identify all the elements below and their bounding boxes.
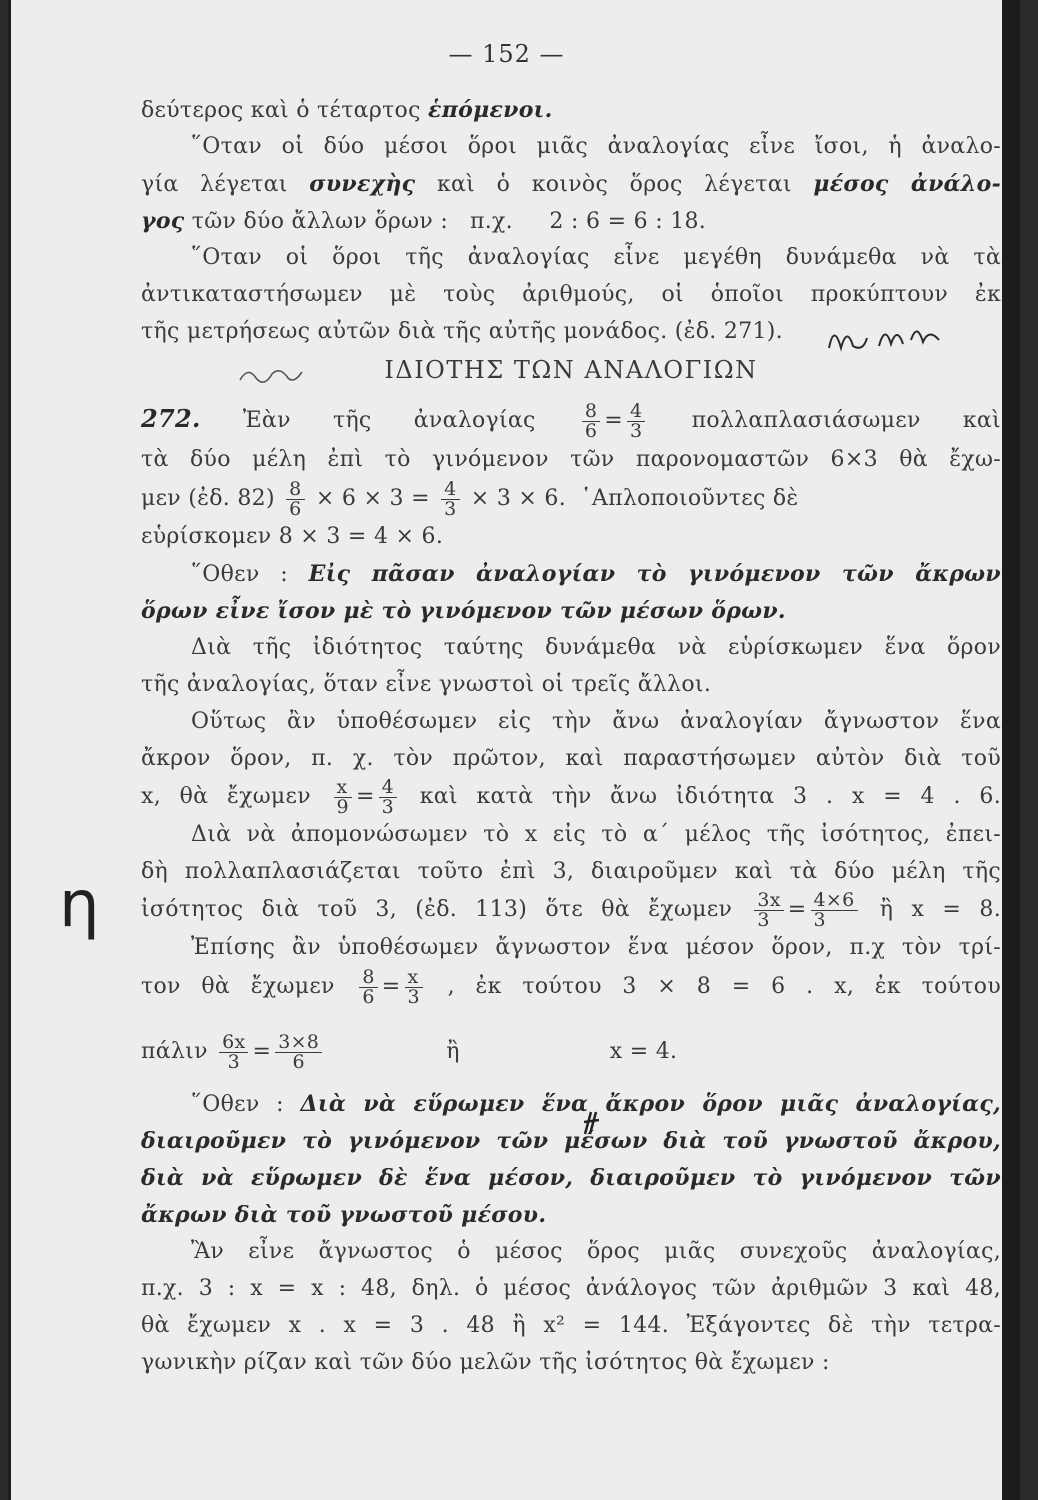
text-line: ἰσότητος διὰ τοῦ 3, (ἐδ. 113) ὅτε θὰ ἔχωμεν $\frac{3x}{3}$ = $\frac{4\times 6}{3}$ ἢ x = 8. <box>141 888 1001 931</box>
fraction: $\frac{x}{3}$ <box>405 968 423 1007</box>
fraction: $\frac{8}{6}$ <box>286 480 304 519</box>
text-line: ἄκρων διὰ τοῦ γνωστοῦ μέσου. <box>141 1202 547 1228</box>
handwritten-scribble <box>819 318 989 363</box>
handwritten-scribble <box>236 360 316 390</box>
text-line: γωνικὴν ρίζαν καὶ τῶν δύο μελῶν τῆς ἰσότητος θὰ ἔχωμεν : <box>141 1350 830 1375</box>
text-line: Ἐπίσης ἂν ὑποθέσωμεν ἄγνωστον ἕνα μέσον ὅρον, π.χ τὸν τρί- <box>191 935 1001 960</box>
text-line: τον θὰ ἔχωμεν $\frac{8}{6}$ = $\frac{x}{3}$ , ἐκ τούτου 3 × 8 = 6 . x, ἐκ τούτου <box>141 965 1001 1008</box>
text-line: Διὰ νὰ ἀπομονώσωμεν τὸ x εἰς τὸ α΄ μέλος τῆς ἰσότητος, ἐπει- <box>191 822 1001 847</box>
text-line: τῆς μετρήσεως αὐτῶν διὰ τῆς αὐτῆς μονάδος. (ἐδ. 271). <box>141 319 783 344</box>
text-line: εὑρίσκομεν 8 × 3 = 4 × 6. <box>141 524 444 549</box>
text-line: διὰ νὰ εὕρωμεν δὲ ἕνα μέσον, διαιροῦμεν τὸ γινόμενον τῶν <box>141 1165 1001 1191</box>
paragraph-number: 272. <box>141 404 201 433</box>
text-line: ῞Οταν οἱ δύο μέσοι ὅροι μιᾶς ἀναλογίας εἶνε ἴσοι, ἡ ἀναλο- <box>191 134 1001 159</box>
text-line: ἀντικαταστήσωμεν μὲ τοὺς ἀριθμούς, οἱ ὁποῖοι προκύπτουν ἐκ <box>141 282 1001 307</box>
fraction: $\frac{4}{3}$ <box>441 480 459 519</box>
fraction: $\frac{8}{6}$ <box>359 968 377 1007</box>
fraction: $\frac{4}{3}$ <box>627 402 645 441</box>
text-line: δεύτερος καὶ ὁ τέταρτος ἑπόμενοι. <box>141 97 553 123</box>
fraction: $\frac{3\times 8}{6}$ <box>275 1033 322 1072</box>
text-line: μεν (ἐδ. 82) $\frac{8}{6}$ × 6 × 3 = $\frac{4}{3}$ × 3 × 6. ῾Απλοποιοῦντες δὲ <box>141 477 799 520</box>
text-line: π.χ. 3 : x = x : 48, δηλ. ὁ μέσος ἀνάλογος τῶν ἀριθμῶν 3 καὶ 48, <box>141 1276 1001 1301</box>
text-line: τὰ δύο μέλη ἐπὶ τὸ γινόμενον τῶν παρονομαστῶν 6×3 θὰ ἔχω- <box>141 447 1001 472</box>
fraction: $\frac{3x}{3}$ <box>754 891 783 930</box>
page-number: — 152 — <box>448 40 565 68</box>
text-line: πάλιν $\frac{6x}{3}$ = $\frac{3\times 8}{6}$ ἢ x = 4. <box>141 1030 678 1073</box>
text-line: δὴ πολλαπλασιάζεται τοῦτο ἐπὶ 3, διαιροῦμεν καὶ τὰ δύο μέλη τῆς <box>141 859 1001 884</box>
handwritten-margin-mark: η <box>59 868 100 942</box>
text-line: γία λέγεται συνεχὴς καὶ ὁ κοινὸς ὅρος λέγεται μέσος ἀνάλο- <box>141 171 1002 197</box>
fraction: $\frac{4\times 6}{3}$ <box>811 891 858 930</box>
text-line: διαιροῦμεν τὸ γινόμενον τῶν μέσων διὰ τοῦ γνωστοῦ ἄκρου, <box>141 1128 1001 1154</box>
text-line: x, θὰ ἔχωμεν $\frac{x}{9}$ = $\frac{4}{3}$ καὶ κατὰ τὴν ἄνω ἰδιότητα 3 . x = 4 . 6. <box>141 775 1001 818</box>
text-line: Ἂν εἶνε ἄγνωστος ὁ μέσος ὅρος μιᾶς συνεχοῦς ἀναλογίας, <box>191 1239 1001 1264</box>
text-line: Οὕτως ἂν ὑποθέσωμεν εἰς τὴν ἄνω ἀναλογίαν ἄγνωστον ἕνα <box>191 709 1001 734</box>
text-line: γος τῶν δύο ἄλλων ὅρων : π.χ. 2 : 6 = 6 : 18. <box>141 208 707 234</box>
fraction: $\frac{x}{9}$ <box>334 778 352 817</box>
fraction: $\frac{8}{6}$ <box>582 402 600 441</box>
section-heading: ΙΔΙΟΤΗΣ ΤΩΝ ΑΝΑΛΟΓΙΩΝ <box>384 356 758 384</box>
book-page <box>8 0 1020 1500</box>
text-line: ἄκρον ὅρον, π. χ. τὸν πρῶτον, καὶ παραστήσωμεν αὐτὸν διὰ τοῦ <box>141 746 1001 771</box>
text-line: 272. Ἐὰν τῆς ἀναλογίας $\frac{8}{6}$ = $\frac{4}{3}$ πολλαπλασιάσωμεν καὶ <box>141 399 1001 442</box>
text-line: θὰ ἔχωμεν x . x = 3 . 48 ἢ x² = 144. Ἐξάγοντες δὲ τὴν τετρα- <box>141 1313 1001 1338</box>
text-line: Διὰ τῆς ἰδιότητος ταύτης δυνάμεθα νὰ εὑρίσκωμεν ἕνα ὅρον <box>191 635 1001 660</box>
handwritten-scribble <box>581 1108 603 1138</box>
text-line: ῞Οταν οἱ ὅροι τῆς ἀναλογίας εἶνε μεγέθη δυνάμεθα νὰ τὰ <box>191 245 1001 270</box>
fraction: $\frac{6x}{3}$ <box>219 1033 248 1072</box>
text-line: ῞Οθεν : Διὰ νὰ εὕρωμεν ἕνα ἄκρον ὅρον μιᾶς ἀναλογίας, <box>191 1091 1001 1117</box>
text-line: τῆς ἀναλογίας, ὅταν εἶνε γνωστοὶ οἱ τρεῖς ἄλλοι. <box>141 672 712 697</box>
fraction: $\frac{4}{3}$ <box>379 778 397 817</box>
text-line: ὅρων εἶνε ἴσον μὲ τὸ γινόμενον τῶν μέσων ὅρων. <box>141 598 786 624</box>
text-line: ῞Οθεν : Εἰς πᾶσαν ἀναλογίαν τὸ γινόμενον τῶν ἄκρων <box>191 561 1001 587</box>
